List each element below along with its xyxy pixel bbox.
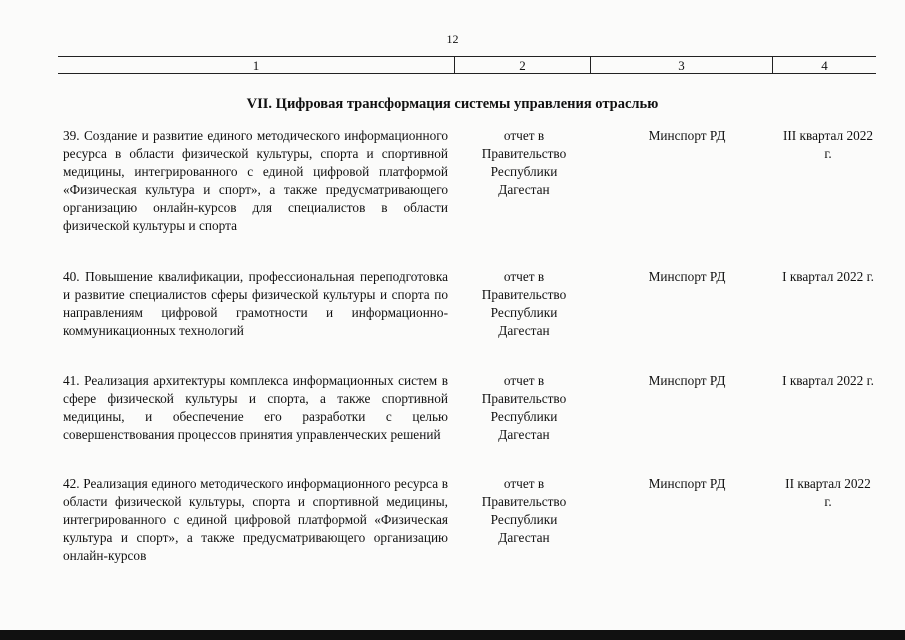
executor: Минспорт РД [648, 128, 726, 143]
report-form: отчет в Правительство Республики Дагестан [481, 476, 567, 545]
deadline: I квартал 2022 г. [782, 373, 874, 388]
measure-description: 40. Повышение квалификации, профессиональная переподготовка и развитие специалистов сферы физической культуры и спорта по направлениям цифровой грамотности и информационно-коммуникационных технологий [63, 269, 448, 338]
page-number: 12 [446, 32, 459, 46]
report-form: отчет в Правительство Республики Дагестан [481, 269, 567, 338]
executor: Минспорт РД [648, 269, 726, 284]
header-col-4: 4 [821, 58, 828, 73]
deadline: III квартал 2022 г. [782, 128, 874, 161]
header-col-2: 2 [519, 58, 526, 73]
scan-edge [0, 630, 905, 640]
deadline: I квартал 2022 г. [782, 269, 874, 284]
measure-description: 39. Создание и развитие единого методического информационного ресурса в области физической культуры, спорта и спортивной медицины, интегрированного с единой цифровой платформой «Физическая культура и спорт», а также предусматривающего организацию онлайн-курсов для специалистов в области физической культуры и спорта [63, 128, 448, 233]
header-col-3: 3 [678, 58, 685, 73]
measure-description: 42. Реализация единого методического информационного ресурса в области физической культуры, спорта и спортивной медицины, интегрированного с единой цифровой платформой «Физическая культура и спорт», а также предусматривающего организацию онлайн-курсов [63, 476, 448, 563]
deadline: II квартал 2022 г. [785, 476, 871, 509]
column-number-header [58, 56, 876, 74]
measure-description: 41. Реализация архитектуры комплекса информационных систем в сфере физической культуры и спорта, а также спортивной медицины, и обеспечение его разработки с целью совершенствования процессов принятия управленческих решений [63, 373, 448, 442]
executor: Минспорт РД [648, 373, 726, 388]
report-form: отчет в Правительство Республики Дагестан [481, 373, 567, 442]
section-title: VII. Цифровая трансформация системы управления отраслью [246, 96, 659, 112]
report-form: отчет в Правительство Республики Дагестан [481, 128, 567, 197]
executor: Минспорт РД [648, 476, 726, 491]
header-col-1: 1 [252, 58, 260, 73]
